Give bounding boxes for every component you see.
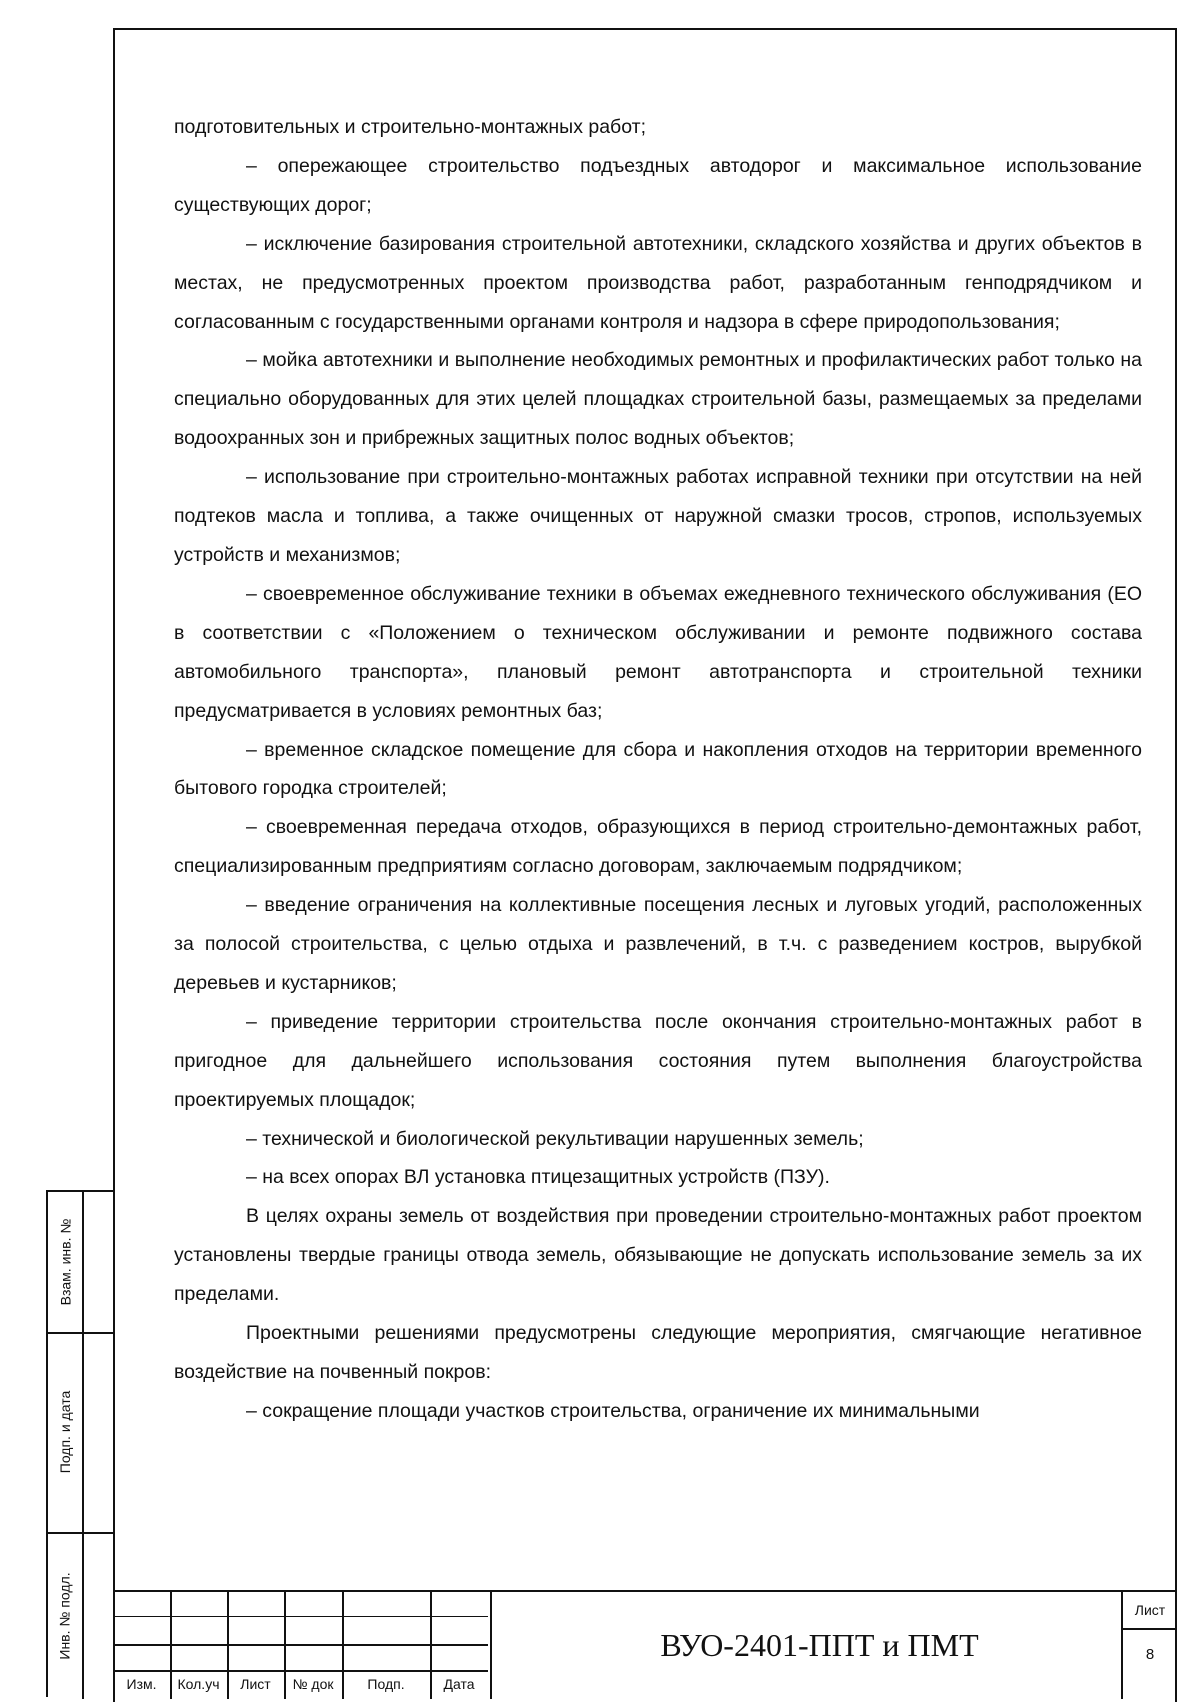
side-stamp: [46, 1190, 114, 1697]
paragraph: – своевременная передача отходов, образующихся в период строительно-демонтажных работ, специализированным предприятиям согласно договорам, заключаемым подрядчиком;: [174, 816, 1142, 878]
title-block: [113, 1590, 1177, 1697]
col-label-doc-no: № док: [292, 1676, 334, 1692]
paragraph: – введение ограничения на коллективные посещения лесных и луговых угодий, расположенных за полосой строительства, с целью отдыха и развлечений, в т.ч. с разведением костров, вырубкой деревьев и кустарников;: [174, 894, 1142, 994]
document-code: ВУО-2401-ППТ и ПМТ: [490, 1592, 1147, 1699]
side-label-podp-data: Подп. и дата: [57, 1390, 73, 1474]
col-label-data: Дата: [443, 1676, 475, 1692]
paragraph: – приведение территории строительства после окончания строительно-монтажных работ в пригодное для дальнейшего использования состояния путем выполнения благоустройства проектируемых площадок;: [174, 1010, 1142, 1111]
paragraph: – сокращение площади участков строительства, ограничение их минимальными: [246, 1399, 980, 1422]
col-label-kol-uch: Кол.уч: [177, 1676, 220, 1692]
paragraph: подготовительных и строительно-монтажных работ;: [174, 116, 646, 138]
paragraph: – мойка автотехники и выполнение необходимых ремонтных и профилактических работ только на специально оборудованных для этих целей площадках строительной базы, размещаемых за пределами водоохранных зон и прибрежных защитных полос водных объектов;: [174, 349, 1142, 450]
sheet-box: [1121, 1592, 1177, 1699]
paragraph: – технической и биологической рекультивации нарушенных земель;: [246, 1127, 864, 1150]
revision-grid: [113, 1592, 488, 1699]
paragraph: – временное складское помещение для сбора и накопления отходов на территории временного бытового городка строителей;: [174, 738, 1142, 800]
col-label-list: Лист: [240, 1676, 271, 1692]
side-divider: [82, 1192, 84, 1699]
side-field-podp: [48, 1332, 82, 1532]
col-label-podp: Подп.: [367, 1676, 405, 1692]
side-field-vzam: [48, 1192, 82, 1332]
paragraph: – использование при строительно-монтажных работах исправной техники при отсутствии на ней подтеков масла и топлива, а также очищенных от наружной смазки тросов, стропов, используемых устройств и механизмов;: [174, 466, 1142, 566]
paragraph: – опережающее строительство подъездных автодорог и максимальное использование существующих дорог;: [174, 154, 1142, 216]
document-body: [174, 108, 1142, 1431]
sheet-number: 8: [1145, 1646, 1155, 1663]
paragraph: – исключение базирования строительной автотехники, складского хозяйства и других объектов в местах, не предусмотренных проектом производства работ, разработанным генподрядчиком и согласованным с государственными органами контроля и надзора в сфере природопользования;: [174, 232, 1142, 333]
paragraph: – на всех опорах ВЛ установка птицезащитных устройств (ПЗУ).: [246, 1166, 830, 1189]
paragraph: – своевременное обслуживание техники в объемах ежедневного технического обслуживания (ЕО в соответствии с «Положением о техническом обслуживании и ремонте подвижного состава автомобильного транспорта», плановый ремонт автотранспорта и строительной техники предусматривается в условиях ремонтных баз;: [174, 582, 1142, 722]
col-label-izm: Изм.: [126, 1676, 157, 1692]
paragraph: Проектными решениями предусмотрены следующие мероприятия, смягчающие негативное воздействие на почвенный покров:: [174, 1322, 1142, 1383]
sheet-label: Лист: [1134, 1602, 1166, 1618]
sheet-divider: [1123, 1628, 1177, 1630]
side-label-inv-podl: Инв. № подл.: [57, 1571, 73, 1660]
side-field-inv: [48, 1532, 82, 1699]
side-label-vzam-inv: Взам. инв. №: [57, 1218, 74, 1306]
paragraph: В целях охраны земель от воздействия при проведении строительно-монтажных работ проектом установлены твердые границы отвода земель, обязывающие не допускать использование земель за их пределами.: [174, 1205, 1142, 1306]
